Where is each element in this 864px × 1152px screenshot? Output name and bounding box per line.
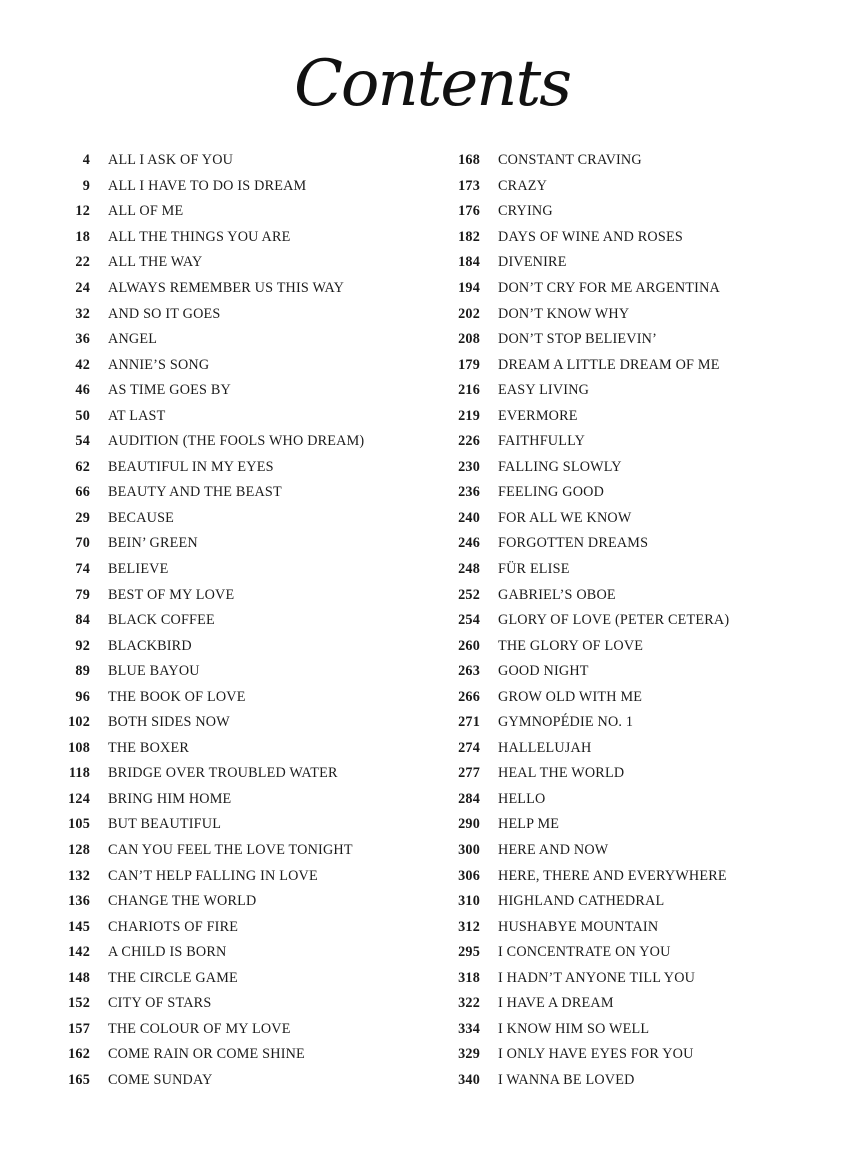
toc-entry bbox=[430, 863, 840, 889]
page-number: 9 bbox=[82, 177, 90, 194]
song-title: EVERMORE bbox=[498, 407, 578, 424]
song-title: BUT BEAUTIFUL bbox=[108, 816, 222, 833]
toc-entry bbox=[40, 761, 420, 787]
page-number: 208 bbox=[458, 331, 480, 348]
toc-entry bbox=[430, 531, 840, 557]
toc-entry bbox=[40, 582, 420, 608]
song-title: FÜR ELISE bbox=[498, 561, 570, 578]
page-number: 168 bbox=[458, 152, 480, 169]
song-title: THE BOXER bbox=[108, 739, 190, 756]
song-title: I CONCENTRATE ON YOU bbox=[498, 944, 671, 961]
toc-entry bbox=[40, 863, 420, 889]
toc-entry bbox=[40, 276, 420, 302]
toc-entry bbox=[430, 940, 840, 966]
page-number: 62 bbox=[75, 458, 90, 475]
song-title: CAN’T HELP FALLING IN LOVE bbox=[108, 867, 318, 884]
song-title: HELP ME bbox=[498, 816, 560, 833]
page-number: 128 bbox=[68, 842, 90, 859]
toc-entry bbox=[40, 812, 420, 838]
song-title: BELIEVE bbox=[108, 561, 169, 578]
page-number: 226 bbox=[458, 433, 480, 450]
toc-entry bbox=[40, 633, 420, 659]
page-number: 74 bbox=[75, 561, 90, 578]
song-title: BLUE BAYOU bbox=[108, 663, 200, 680]
page-number: 184 bbox=[458, 254, 480, 271]
page-number: 295 bbox=[458, 944, 480, 961]
song-title: HEAL THE WORLD bbox=[498, 765, 625, 782]
song-title: CHANGE THE WORLD bbox=[108, 893, 257, 910]
song-title: CRYING bbox=[498, 203, 553, 220]
song-title: HELLO bbox=[498, 790, 546, 807]
song-title: COME SUNDAY bbox=[108, 1071, 213, 1088]
toc-entry bbox=[430, 710, 840, 736]
page-number: 165 bbox=[68, 1071, 90, 1088]
toc-entry bbox=[40, 480, 420, 506]
song-title: CONSTANT CRAVING bbox=[498, 152, 642, 169]
page-number: 230 bbox=[458, 458, 480, 475]
song-title: BRIDGE OVER TROUBLED WATER bbox=[108, 765, 338, 782]
toc-entry bbox=[430, 582, 840, 608]
song-title: GABRIEL’S OBOE bbox=[498, 586, 616, 603]
toc-entry bbox=[40, 889, 420, 915]
song-title: CHARIOTS OF FIRE bbox=[108, 918, 239, 935]
page-number: 12 bbox=[75, 203, 90, 220]
song-title: CITY OF STARS bbox=[108, 995, 212, 1012]
song-title: BEST OF MY LOVE bbox=[108, 586, 235, 603]
song-title: CAN YOU FEEL THE LOVE TONIGHT bbox=[108, 842, 353, 859]
toc-entry bbox=[40, 991, 420, 1017]
page-number: 182 bbox=[458, 228, 480, 245]
song-title: BEAUTY AND THE BEAST bbox=[108, 484, 282, 501]
page-number: 263 bbox=[458, 663, 480, 680]
page-number: 334 bbox=[458, 1020, 480, 1037]
page-number: 318 bbox=[458, 969, 480, 986]
song-title: BOTH SIDES NOW bbox=[108, 714, 230, 731]
toc-entry bbox=[430, 225, 840, 251]
song-title: ALL THE THINGS YOU ARE bbox=[108, 228, 291, 245]
page-number: 216 bbox=[458, 382, 480, 399]
toc-entry bbox=[430, 250, 840, 276]
song-title: THE BOOK OF LOVE bbox=[108, 688, 246, 705]
song-title: HERE, THERE AND EVERYWHERE bbox=[498, 867, 727, 884]
page-number: 284 bbox=[458, 790, 480, 807]
toc-entry bbox=[430, 991, 840, 1017]
toc-entry bbox=[430, 761, 840, 787]
toc-entry bbox=[40, 301, 420, 327]
page-number: 84 bbox=[75, 612, 90, 629]
page-title: Contents bbox=[293, 47, 571, 121]
page-number: 108 bbox=[68, 739, 90, 756]
toc-entry bbox=[430, 1042, 840, 1068]
toc-entry bbox=[40, 403, 420, 429]
song-title: HERE AND NOW bbox=[498, 842, 609, 859]
song-title: FALLING SLOWLY bbox=[498, 458, 622, 475]
toc-entry bbox=[430, 327, 840, 353]
page-number: 173 bbox=[458, 177, 480, 194]
song-title: ALL THE WAY bbox=[108, 254, 203, 271]
page-number: 274 bbox=[458, 739, 480, 756]
song-title: AUDITION (THE FOOLS WHO DREAM) bbox=[108, 433, 365, 450]
toc-entry bbox=[430, 480, 840, 506]
page-number: 145 bbox=[68, 918, 90, 935]
page-number: 277 bbox=[458, 765, 480, 782]
toc-entry bbox=[430, 966, 840, 992]
song-title: DREAM A LITTLE DREAM OF ME bbox=[498, 356, 720, 373]
page-number: 152 bbox=[68, 995, 90, 1012]
toc-entry bbox=[40, 914, 420, 940]
song-title: AT LAST bbox=[108, 407, 166, 424]
song-title: DIVENIRE bbox=[498, 254, 567, 271]
page-number: 32 bbox=[75, 305, 90, 322]
toc-entry bbox=[430, 787, 840, 813]
toc-entry bbox=[40, 736, 420, 762]
page-number: 312 bbox=[458, 918, 480, 935]
toc-entry bbox=[40, 148, 420, 174]
page-number: 79 bbox=[75, 586, 90, 603]
page-number: 202 bbox=[458, 305, 480, 322]
song-title: BRING HIM HOME bbox=[108, 790, 232, 807]
page-number: 176 bbox=[458, 203, 480, 220]
page-number: 132 bbox=[68, 867, 90, 884]
toc-entry bbox=[430, 1068, 840, 1094]
song-title: I KNOW HIM SO WELL bbox=[498, 1020, 650, 1037]
toc-entry bbox=[40, 250, 420, 276]
toc-entry bbox=[40, 787, 420, 813]
page-number: 236 bbox=[458, 484, 480, 501]
song-title: DON’T STOP BELIEVIN’ bbox=[498, 331, 658, 348]
toc-entry bbox=[40, 531, 420, 557]
song-title: HUSHABYE MOUNTAIN bbox=[498, 918, 659, 935]
song-title: COME RAIN OR COME SHINE bbox=[108, 1046, 305, 1063]
song-title: AND SO IT GOES bbox=[108, 305, 221, 322]
song-title: THE CIRCLE GAME bbox=[108, 969, 238, 986]
page-number: 136 bbox=[68, 893, 90, 910]
toc-entry bbox=[430, 557, 840, 583]
toc-entry bbox=[40, 352, 420, 378]
song-title: GLORY OF LOVE (PETER CETERA) bbox=[498, 612, 730, 629]
toc-entry bbox=[40, 557, 420, 583]
song-title: FAITHFULLY bbox=[498, 433, 586, 450]
toc-entry bbox=[430, 1017, 840, 1043]
song-title: ANGEL bbox=[108, 331, 158, 348]
toc-entry bbox=[430, 199, 840, 225]
toc-entry bbox=[430, 276, 840, 302]
song-title: AS TIME GOES BY bbox=[108, 382, 231, 399]
toc-entry bbox=[430, 403, 840, 429]
toc-entry bbox=[430, 684, 840, 710]
page-number: 89 bbox=[75, 663, 90, 680]
toc-entry bbox=[430, 838, 840, 864]
page-number: 54 bbox=[75, 433, 90, 450]
song-title: ALL I ASK OF YOU bbox=[108, 152, 234, 169]
song-title: HALLELUJAH bbox=[498, 739, 592, 756]
toc-entry bbox=[40, 378, 420, 404]
song-title: EASY LIVING bbox=[498, 382, 590, 399]
toc-entry bbox=[40, 455, 420, 481]
toc-entry bbox=[40, 429, 420, 455]
page-number: 4 bbox=[82, 152, 90, 169]
page-number: 219 bbox=[458, 407, 480, 424]
toc-entry bbox=[40, 608, 420, 634]
page-number: 29 bbox=[75, 509, 90, 526]
toc-entry bbox=[430, 608, 840, 634]
song-title: I HADN’T ANYONE TILL YOU bbox=[498, 969, 696, 986]
page-number: 148 bbox=[68, 969, 90, 986]
toc-entry bbox=[430, 301, 840, 327]
toc-entry bbox=[430, 659, 840, 685]
song-title: ANNIE’S SONG bbox=[108, 356, 210, 373]
page-number: 271 bbox=[458, 714, 480, 731]
toc-entry bbox=[430, 429, 840, 455]
page-number: 142 bbox=[68, 944, 90, 961]
toc-entry bbox=[430, 914, 840, 940]
page-number: 36 bbox=[75, 331, 90, 348]
toc-entry bbox=[40, 966, 420, 992]
page-number: 70 bbox=[75, 535, 90, 552]
toc-entry bbox=[40, 710, 420, 736]
page-number: 252 bbox=[458, 586, 480, 603]
toc-entry bbox=[40, 659, 420, 685]
page-number: 194 bbox=[458, 280, 480, 296]
toc-entry bbox=[40, 506, 420, 532]
song-title: GOOD NIGHT bbox=[498, 663, 589, 680]
toc-entry bbox=[430, 736, 840, 762]
song-title: FOR ALL WE KNOW bbox=[498, 509, 632, 526]
page-number: 248 bbox=[458, 561, 480, 578]
toc-entry bbox=[430, 352, 840, 378]
page-number: 162 bbox=[68, 1046, 90, 1063]
page-number: 340 bbox=[458, 1071, 480, 1088]
song-title: GYMNOPÉDIE NO. 1 bbox=[498, 714, 634, 731]
page-number: 22 bbox=[75, 254, 90, 271]
toc-entry bbox=[430, 812, 840, 838]
page-number: 246 bbox=[458, 535, 480, 552]
song-title: DON’T KNOW WHY bbox=[498, 305, 630, 322]
song-title: I WANNA BE LOVED bbox=[498, 1071, 635, 1088]
page-number: 179 bbox=[458, 356, 480, 373]
song-title: GROW OLD WITH ME bbox=[498, 688, 643, 705]
toc-entry bbox=[430, 455, 840, 481]
page-number: 260 bbox=[458, 637, 480, 654]
page-number: 42 bbox=[75, 356, 90, 373]
page-number: 240 bbox=[458, 509, 480, 526]
song-title: FORGOTTEN DREAMS bbox=[498, 535, 649, 552]
page-number: 290 bbox=[458, 816, 480, 833]
toc-entry bbox=[40, 684, 420, 710]
song-title: CRAZY bbox=[498, 177, 548, 194]
page-number: 24 bbox=[75, 280, 90, 296]
song-title: HIGHLAND CATHEDRAL bbox=[498, 893, 665, 910]
song-title: BLACK COFFEE bbox=[108, 612, 215, 629]
song-title: BEIN’ GREEN bbox=[108, 535, 198, 552]
toc-left-column bbox=[40, 148, 420, 1093]
toc-entry bbox=[430, 889, 840, 915]
toc-entry bbox=[430, 633, 840, 659]
song-title: ALL OF ME bbox=[108, 203, 184, 220]
song-title: BECAUSE bbox=[108, 509, 175, 526]
page-number: 322 bbox=[458, 995, 480, 1012]
song-title: ALL I HAVE TO DO IS DREAM bbox=[108, 177, 307, 194]
toc-entry bbox=[430, 506, 840, 532]
song-title: A CHILD IS BORN bbox=[108, 944, 227, 961]
toc-entry bbox=[40, 838, 420, 864]
page-number: 18 bbox=[75, 228, 90, 245]
toc-entry bbox=[40, 940, 420, 966]
page-number: 118 bbox=[68, 765, 90, 782]
page-number: 306 bbox=[458, 867, 480, 884]
song-title: THE GLORY OF LOVE bbox=[498, 637, 644, 654]
page-number: 157 bbox=[68, 1020, 90, 1037]
song-title: ALWAYS REMEMBER US THIS WAY bbox=[108, 280, 345, 296]
toc-entry bbox=[40, 327, 420, 353]
toc-entry bbox=[40, 1042, 420, 1068]
song-title: DON’T CRY FOR ME ARGENTINA bbox=[498, 280, 720, 296]
page-number: 266 bbox=[458, 688, 480, 705]
song-title: BLACKBIRD bbox=[108, 637, 192, 654]
song-title: DAYS OF WINE AND ROSES bbox=[498, 228, 683, 245]
page-number: 102 bbox=[68, 714, 90, 731]
page-number: 96 bbox=[75, 688, 90, 705]
page-number: 124 bbox=[68, 790, 90, 807]
toc-entry bbox=[430, 378, 840, 404]
toc-entry bbox=[430, 148, 840, 174]
toc-entry bbox=[40, 174, 420, 200]
song-title: THE COLOUR OF MY LOVE bbox=[108, 1020, 291, 1037]
song-title: FEELING GOOD bbox=[498, 484, 605, 501]
page-number: 300 bbox=[458, 842, 480, 859]
page-number: 66 bbox=[75, 484, 90, 501]
song-title: I HAVE A DREAM bbox=[498, 995, 614, 1012]
toc-entry bbox=[40, 1068, 420, 1094]
page-number: 254 bbox=[458, 612, 480, 629]
page-number: 329 bbox=[458, 1046, 480, 1063]
page-number: 50 bbox=[75, 407, 90, 424]
page-number: 310 bbox=[458, 893, 480, 910]
page-number: 92 bbox=[75, 637, 90, 654]
song-title: BEAUTIFUL IN MY EYES bbox=[108, 458, 274, 475]
toc-entry bbox=[40, 1017, 420, 1043]
toc-entry bbox=[430, 174, 840, 200]
song-title: I ONLY HAVE EYES FOR YOU bbox=[498, 1046, 694, 1063]
page-number: 46 bbox=[75, 382, 90, 399]
toc-right-column bbox=[430, 148, 840, 1093]
toc-entry bbox=[40, 225, 420, 251]
page-number: 105 bbox=[68, 816, 90, 833]
toc-entry bbox=[40, 199, 420, 225]
